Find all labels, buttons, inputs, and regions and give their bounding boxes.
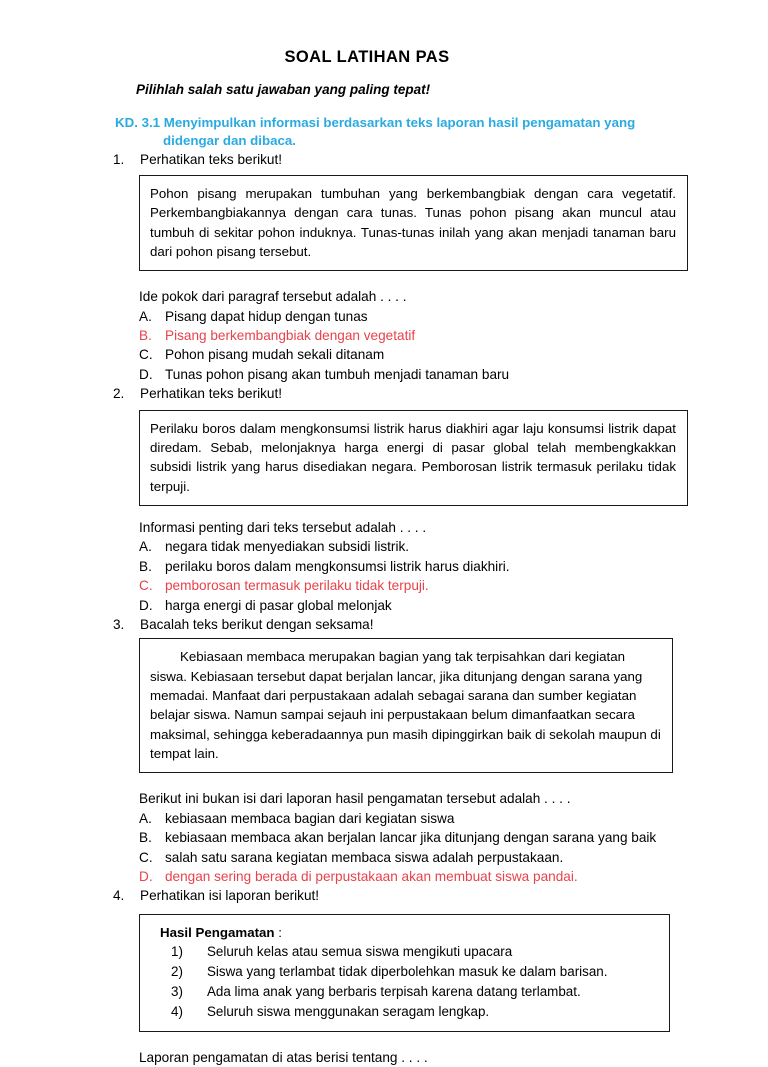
question-4-stem: Perhatikan isi laporan berikut! [140, 888, 320, 904]
question-2-passage-wrap [0, 410, 768, 506]
question-4-report-wrap [0, 914, 768, 1032]
question-4-stem-row [0, 886, 768, 905]
question-1-passage-box [139, 175, 688, 271]
option-letter: A. [139, 539, 152, 555]
finding-text: Seluruh siswa menggunakan seragam lengkap. [207, 1004, 490, 1020]
question-3-number: 3. [113, 617, 125, 633]
kd-heading [0, 97, 768, 150]
option-text: dengan sering berada di perpustakaan akan membuat siswa pandai. [165, 869, 578, 885]
question-3-lead-in: Berikut ini bukan isi dari laporan hasil pengamatan tersebut adalah . . . . [139, 791, 571, 807]
finding-number: 2) [171, 964, 183, 980]
question-2-option-b[interactable] [139, 557, 738, 576]
question-1-stem: Perhatikan teks berikut! [140, 151, 283, 167]
question-3-passage-box [139, 638, 673, 773]
question-3-stem: Bacalah teks berikut dengan seksama! [140, 617, 374, 633]
question-1-option-b[interactable] [139, 326, 738, 345]
option-text: kebiasaan membaca bagian dari kegiatan siswa [165, 810, 455, 826]
report-heading-punct: : [278, 924, 282, 940]
option-text: Tunas pohon pisang akan tumbuh menjadi tanaman baru [165, 366, 510, 382]
question-1-passage-text: Pohon pisang merupakan tumbuhan yang berkembangbiak dengan cara vegetatif. Perkembangbiakannya dengan cara tunas. Tunas pohon pisang akan muncul atau tumbuh di sekitar pohon induknya. Tunas-tunas inilah yang akan menjadi tanaman baru dari pohon pisang tersebut. [150, 185, 676, 259]
kd-line-1: KD. 3.1 Menyimpulkan informasi berdasarkan teks laporan hasil pengamatan yang [115, 115, 636, 130]
question-3-option-b[interactable] [139, 828, 738, 847]
option-letter: C. [139, 849, 153, 865]
question-4-lead-in: Laporan pengamatan di atas berisi tentang . . . . [139, 1049, 428, 1065]
question-1-option-c[interactable] [139, 345, 738, 364]
question-2 [0, 384, 768, 615]
question-3-stem-row [0, 615, 768, 634]
question-2-options [0, 537, 768, 615]
option-text: salah satu sarana kegiatan membaca siswa adalah perpustakaan. [165, 849, 564, 865]
option-text: Pohon pisang mudah sekali ditanam [165, 347, 385, 363]
report-heading [150, 923, 658, 942]
kd-line-2: didengar dan dibaca. [163, 132, 296, 148]
option-text: kebiasaan membaca akan berjalan lancar jika ditunjang dengan sarana yang baik [165, 830, 657, 846]
option-letter: C. [139, 347, 153, 363]
report-finding-1 [150, 942, 658, 962]
question-1 [0, 150, 768, 385]
option-letter: B. [139, 558, 152, 574]
option-letter: D. [139, 869, 153, 885]
question-2-lead-in: Informasi penting dari teks tersebut adalah . . . . [139, 520, 427, 536]
report-heading-text: Hasil Pengamatan [160, 924, 275, 940]
question-3-option-d[interactable] [139, 867, 738, 886]
instruction-line: Pilihlah salah satu jawaban yang paling tepat! [136, 82, 431, 97]
question-3-passage-text: Kebiasaan membaca merupakan bagian yang tak terpisahkan dari kegiatan siswa. Kebiasaan tersebut dapat berjalan lancar, jika ditunjang dengan sarana yang memadai. Manfaat dari perpustakaan adalah sebagai sarana dan sumber kegiatan belajar siswa. Namun sampai sejauh ini perpustakaan belum dimanfaatkan secara maksimal, sehingga keberadaannya pun masih dipinggirkan baik di sekolah maupun di tempat lain. [150, 649, 661, 762]
option-letter: B. [139, 328, 152, 344]
finding-number: 4) [171, 1004, 183, 1020]
question-4-number: 4. [113, 888, 125, 904]
question-3-passage-wrap [0, 638, 768, 773]
finding-text: Seluruh kelas atau semua siswa mengikuti upacara [207, 944, 513, 960]
option-text: perilaku boros dalam mengkonsumsi listrik harus diakhiri. [165, 558, 510, 574]
question-4-report-box [139, 914, 670, 1032]
question-1-stem-row [0, 150, 768, 169]
question-1-options [0, 307, 768, 385]
question-4 [0, 886, 768, 1067]
question-2-option-a[interactable] [139, 537, 738, 556]
page-title: SOAL LATIHAN PAS [284, 48, 450, 66]
question-2-number: 2. [113, 386, 125, 402]
question-2-stem: Perhatikan teks berikut! [140, 386, 283, 402]
question-2-option-d[interactable] [139, 596, 738, 615]
option-letter: D. [139, 597, 153, 613]
option-letter: D. [139, 366, 153, 382]
question-3-option-a[interactable] [139, 809, 738, 828]
question-1-passage-wrap [0, 175, 768, 271]
question-1-lead-in: Ide pokok dari paragraf tersebut adalah . . . . [139, 289, 407, 305]
report-finding-3 [150, 982, 658, 1002]
report-findings-list [150, 942, 658, 1022]
finding-number: 3) [171, 984, 183, 1000]
question-2-passage-text: Perilaku boros dalam mengkonsumsi listrik harus diakhiri agar laju konsumsi listrik dapat diredam. Sebab, melonjaknya harga energi di pasar global telah membengkakkan subsidi listrik yang harus disediakan negara. Pemborosan listrik termasuk perilaku tidak terpuji. [150, 420, 676, 494]
option-text: pemborosan termasuk perilaku tidak terpuji. [165, 578, 429, 594]
question-1-option-a[interactable] [139, 307, 738, 326]
question-2-option-c[interactable] [139, 576, 738, 595]
option-letter: C. [139, 578, 153, 594]
finding-number: 1) [171, 944, 183, 960]
question-2-passage-box [139, 410, 688, 506]
option-letter: A. [139, 810, 152, 826]
option-letter: A. [139, 308, 152, 324]
question-2-stem-row [0, 384, 768, 403]
question-3-options [0, 809, 768, 887]
option-text: Pisang dapat hidup dengan tunas [165, 308, 368, 324]
finding-text: Siswa yang terlambat tidak diperbolehkan masuk ke dalam barisan. [207, 964, 608, 980]
report-finding-4 [150, 1002, 658, 1022]
question-3-option-c[interactable] [139, 848, 738, 867]
option-text: negara tidak menyediakan subsidi listrik. [165, 539, 410, 555]
option-text: harga energi di pasar global melonjak [165, 597, 392, 613]
option-letter: B. [139, 830, 152, 846]
finding-text: Ada lima anak yang berbaris terpisah karena datang terlambat. [207, 984, 581, 1000]
question-3 [0, 615, 768, 886]
report-finding-2 [150, 962, 658, 982]
option-text: Pisang berkembangbiak dengan vegetatif [165, 328, 416, 344]
question-1-option-d[interactable] [139, 365, 738, 384]
question-1-number: 1. [113, 151, 125, 167]
